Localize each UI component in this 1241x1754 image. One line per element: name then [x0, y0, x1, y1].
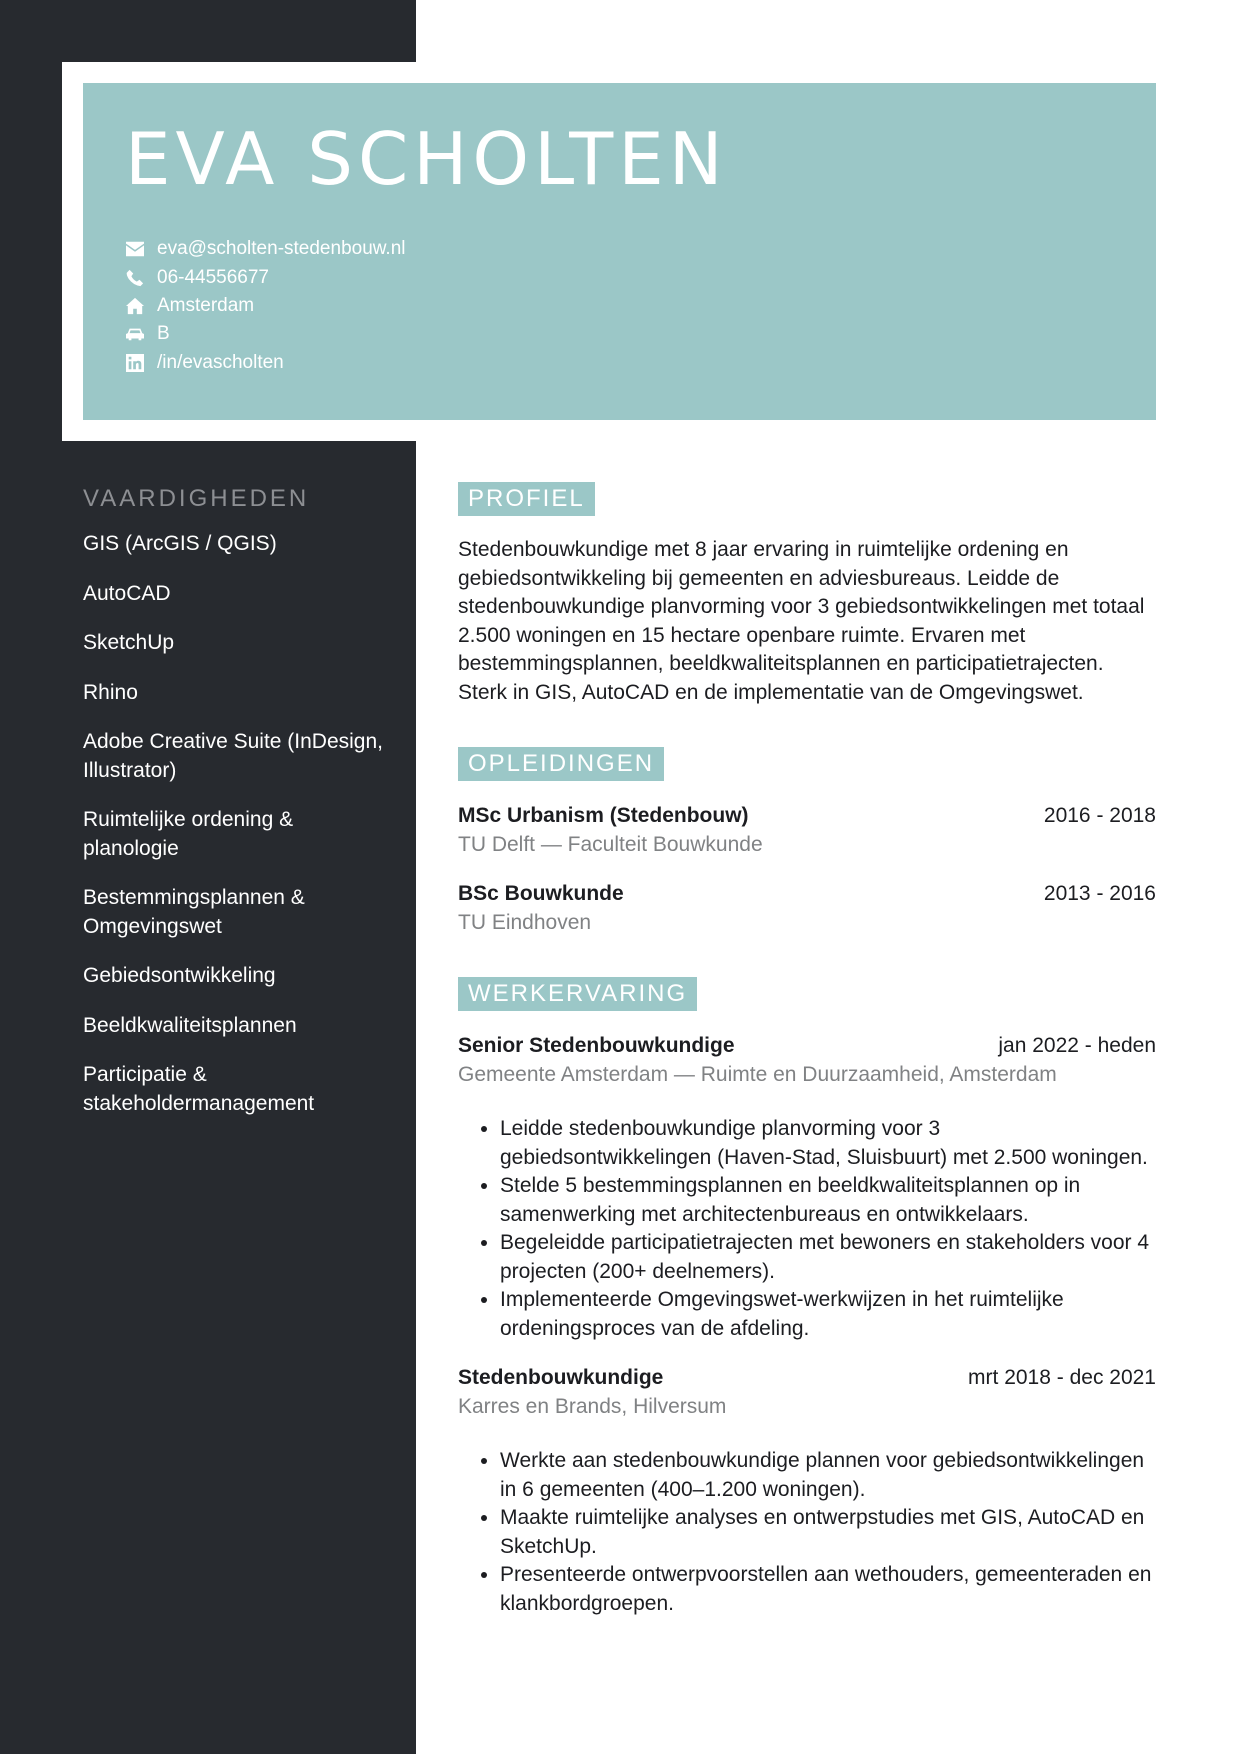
bullet-item: • Begeleidde participatietrajecten met bewoners en stakeholders voor 4 projecten (200+ deelnemers).: [500, 1229, 1156, 1286]
bullet-item: • Maakte ruimtelijke analyses en ontwerpstudies met GIS, AutoCAD en SketchUp.: [500, 1504, 1156, 1561]
skill-item: Gebiedsontwikkeling: [83, 964, 276, 987]
education-entry: [458, 879, 1156, 937]
profile-text: Stedenbouwkundige met 8 jaar ervaring in ruimtelijke ordening en gebiedsontwikkeling bij gemeenten en adviesbureaus. Leidde de stedenbouwkundige planvorming voor 3 gebiedsontwikkelingen met totaal 2.500 woningen en 15 hectare openbare ruimte. Ervaren met bestemmingsplannen, beeldkwaliteitsplannen en participatietrajecten. Sterk in GIS, AutoCAD en de implementatie van de Omgevingswet.: [458, 538, 1145, 704]
job-title: Stedenbouwkundige: [458, 1366, 664, 1389]
skills-section: [83, 482, 383, 1139]
linkedin-icon: [125, 353, 145, 373]
contact-license-text: B: [157, 323, 170, 345]
skill-item: Participatie & stakeholdermanagement: [83, 1063, 315, 1115]
education-heading: OPLEIDINGEN: [458, 747, 664, 781]
bullet-item: • Stelde 5 bestemmingsplannen en beeldkwaliteitsplannen op in samenwerking met architectenbureaus en ontwikkelaars.: [500, 1172, 1156, 1229]
skill-item: Ruimtelijke ordening & planologie: [83, 808, 294, 860]
profile-heading: PROFIEL: [458, 482, 595, 516]
education-entry: [458, 801, 1156, 859]
bullet-item: • Implementeerde Omgevingswet-werkwijzen in het ruimtelijke ordeningsproces van de afdeling.: [500, 1286, 1156, 1343]
bullet-item: • Presenteerde ontwerpvoorstellen aan wethouders, gemeenteraden en klankbordgroepen.: [500, 1561, 1156, 1618]
institution: TU Eindhoven: [458, 911, 592, 934]
header-banner: [83, 83, 1156, 420]
job-title: Senior Stedenbouwkundige: [458, 1034, 735, 1057]
candidate-name: EVA SCHOLTEN: [125, 117, 728, 201]
job-dates: jan 2022 - heden: [998, 1034, 1156, 1057]
institution: TU Delft — Faculteit Bouwkunde: [458, 833, 763, 856]
skills-list: [83, 530, 383, 1118]
phone-icon: [125, 268, 145, 288]
envelope-icon: [125, 239, 145, 259]
main-content: [458, 482, 1156, 1618]
contact-linkedin-text: /in/evascholten: [157, 351, 284, 373]
experience-entry: [458, 1363, 1156, 1618]
skill-item: Adobe Creative Suite (InDesign, Illustrator): [83, 730, 383, 782]
contact-email[interactable]: [125, 235, 406, 263]
job-bullets: [458, 1447, 1156, 1618]
skill-item: Rhino: [83, 680, 138, 704]
contact-linkedin[interactable]: [125, 349, 406, 377]
job-dates: mrt 2018 - dec 2021: [968, 1366, 1156, 1389]
employer: Karres en Brands, Hilversum: [458, 1395, 727, 1418]
contact-phone-text: 06-44556677: [157, 266, 269, 288]
job-bullets: [458, 1115, 1156, 1343]
degree-title: MSc Urbanism (Stedenbouw): [458, 804, 749, 827]
contact-list: [125, 235, 406, 377]
contact-phone[interactable]: [125, 263, 406, 291]
experience-heading: WERKERVARING: [458, 977, 697, 1011]
skills-heading: VAARDIGHEDEN: [83, 485, 310, 512]
car-icon: [125, 324, 145, 344]
employer: Gemeente Amsterdam — Ruimte en Duurzaamheid, Amsterdam: [458, 1063, 1057, 1086]
skill-item: Beeldkwaliteitsplannen: [83, 1013, 297, 1037]
contact-license: [125, 320, 406, 348]
contact-location: [125, 292, 406, 320]
contact-email-text: eva@scholten-stedenbouw.nl: [157, 238, 406, 260]
bullet-item: • Leidde stedenbouwkundige planvorming voor 3 gebiedsontwikkelingen (Haven-Stad, Sluisbuurt) met 2.500 woningen.: [500, 1115, 1156, 1172]
contact-location-text: Amsterdam: [157, 294, 255, 316]
skill-item: Bestemmingsplannen & Omgevingswet: [83, 886, 305, 938]
bullet-item: • Werkte aan stedenbouwkundige plannen voor gebiedsontwikkelingen in 6 gemeenten (400–1.200 woningen).: [500, 1447, 1156, 1504]
skill-item: SketchUp: [83, 631, 175, 654]
degree-dates: 2016 - 2018: [1043, 804, 1156, 827]
experience-entry: [458, 1031, 1156, 1343]
degree-title: BSc Bouwkunde: [458, 882, 624, 905]
home-icon: [125, 296, 145, 316]
skill-item: GIS (ArcGIS / QGIS): [83, 532, 277, 555]
skill-item: AutoCAD: [83, 581, 171, 605]
degree-dates: 2013 - 2016: [1043, 882, 1156, 905]
